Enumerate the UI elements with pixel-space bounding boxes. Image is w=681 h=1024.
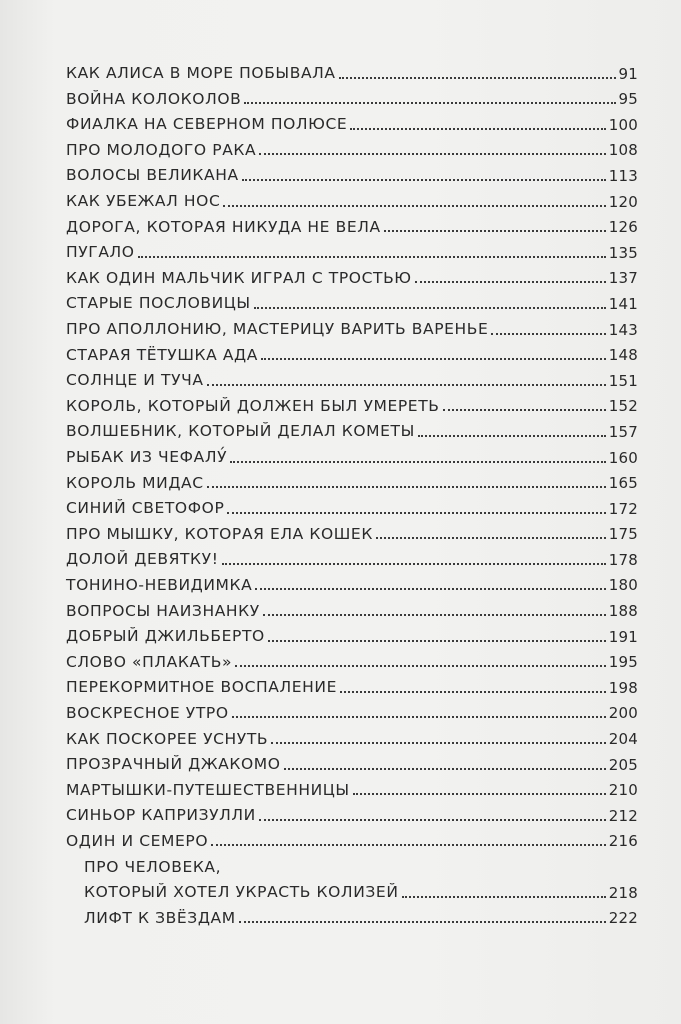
- toc-entry-page: 180: [608, 576, 638, 595]
- toc-entry-page: 152: [608, 397, 638, 416]
- toc-entry-title: ВОЛШЕБНИК, КОТОРЫЙ ДЕЛАЛ КОМЕТЫ: [66, 422, 415, 441]
- toc-entry: [66, 414, 638, 440]
- toc-entry-page: 216: [608, 832, 638, 851]
- toc-entry: [66, 619, 638, 645]
- toc-entry-title: ДОБРЫЙ ДЖИЛЬБЕРТО: [66, 627, 265, 646]
- dot-leader: [384, 230, 606, 232]
- toc-entry: [66, 773, 638, 799]
- toc-entry-page: 100: [608, 115, 638, 134]
- toc-entry-title: КАК ПОСКОРЕЕ УСНУТЬ: [66, 729, 269, 748]
- dot-leader: [227, 512, 605, 514]
- toc-entry: [66, 849, 638, 875]
- toc-entry-title: КОРОЛЬ МИДАС: [66, 473, 204, 492]
- toc-entry-page: 195: [608, 653, 638, 672]
- dot-leader: [353, 793, 606, 795]
- dot-leader: [268, 640, 606, 642]
- toc-entry-title: СТАРЫЕ ПОСЛОВИЦЫ: [66, 294, 251, 313]
- toc-entry-title: СЛОВО «ПЛАКАТЬ»: [66, 652, 233, 671]
- toc-entry-title: КОТОРЫЙ ХОТЕЛ УКРАСТЬ КОЛИЗЕЙ: [84, 883, 399, 902]
- toc-entry-page: 120: [608, 192, 638, 211]
- toc-entry-title: ПРО ЧЕЛОВЕКА,: [84, 857, 222, 876]
- toc-entry: [66, 491, 638, 517]
- toc-entry: [66, 645, 638, 671]
- toc-entry-page: 157: [608, 422, 638, 441]
- toc-entry-title: СОЛНЦЕ И ТУЧА: [66, 371, 204, 390]
- toc-entry: [66, 440, 638, 466]
- toc-entry-page: 113: [608, 166, 638, 185]
- toc-entry: [66, 338, 638, 364]
- toc-entry-page: 126: [608, 218, 638, 237]
- toc-entry-title: ВОЙНА КОЛОКОЛОВ: [66, 89, 242, 108]
- toc-entry: [66, 133, 638, 159]
- toc-entry: [66, 158, 638, 184]
- dot-leader: [207, 486, 606, 488]
- toc-entry-title: ТОНИНО-НЕВИДИМКА: [66, 575, 253, 594]
- toc-entry-page: 178: [608, 550, 638, 569]
- toc-entry-title: СИНИЙ СВЕТОФОР: [66, 499, 225, 518]
- toc-entry: [66, 286, 638, 312]
- toc-entry-title: ДОЛОЙ ДЕВЯТКУ!: [66, 550, 219, 569]
- toc-entry: [66, 517, 638, 543]
- toc-entry-title: ПУГАЛО: [66, 243, 135, 262]
- toc-entry-page: 204: [608, 730, 638, 749]
- dot-leader: [443, 409, 606, 411]
- toc-entry-page: 91: [618, 64, 638, 83]
- toc-entry: [66, 235, 638, 261]
- toc-entry-title: КАК УБЕЖАЛ НОС: [66, 192, 221, 211]
- toc-entry: [66, 696, 638, 722]
- toc-entry: [66, 363, 638, 389]
- toc-entry-page: 137: [608, 269, 638, 288]
- toc-entry-page: 148: [608, 346, 638, 365]
- toc-entry-title: ОДИН И СЕМЕРО: [66, 831, 209, 850]
- toc-entry-title: ВОПРОСЫ НАИЗНАНКУ: [66, 601, 260, 620]
- toc-entry-title: ВОЛОСЫ ВЕЛИКАНА: [66, 166, 239, 185]
- dot-leader: [263, 614, 606, 616]
- toc-entry-page: 151: [608, 371, 638, 390]
- toc-entry-title: ДОРОГА, КОТОРАЯ НИКУДА НЕ ВЕЛА: [66, 217, 381, 236]
- dot-leader: [491, 333, 605, 335]
- toc-entry-title: ПРО АПОЛЛОНИЮ, МАСТЕРИЦУ ВАРИТЬ ВАРЕНЬЕ: [66, 320, 489, 339]
- dot-leader: [138, 256, 606, 258]
- dot-leader: [259, 153, 606, 155]
- toc-entry-title: ПРОЗРАЧНЫЙ ДЖАКОМО: [66, 755, 281, 774]
- dot-leader: [261, 358, 606, 360]
- toc-entry-title: ФИАЛКА НА СЕВЕРНОМ ПОЛЮСЕ: [66, 115, 348, 134]
- toc-entry-page: 165: [608, 474, 638, 493]
- dot-leader: [259, 819, 606, 821]
- dot-leader: [254, 307, 606, 309]
- dot-leader: [230, 461, 606, 463]
- dot-leader: [339, 77, 616, 79]
- toc-entry-title: СТАРАЯ ТЁТУШКА АДА: [66, 345, 258, 364]
- toc-entry: [66, 568, 638, 594]
- dot-leader: [255, 588, 605, 590]
- toc-entry: [66, 721, 638, 747]
- dot-leader: [207, 384, 606, 386]
- toc-entry-title: КОРОЛЬ, КОТОРЫЙ ДОЛЖЕН БЫЛ УМЕРЕТЬ: [66, 396, 440, 415]
- toc-entry: [66, 184, 638, 210]
- toc-entry: [66, 56, 638, 82]
- toc-entry-page: 212: [608, 806, 638, 825]
- toc-entry-title: ЛИФТ К ЗВЁЗДАМ: [84, 908, 236, 927]
- toc-entry-page: 141: [608, 294, 638, 313]
- toc-entry-title: ВОСКРЕСНОЕ УТРО: [66, 703, 229, 722]
- dot-leader: [402, 896, 606, 898]
- toc-entry-page: 135: [608, 243, 638, 262]
- toc-entry: [66, 466, 638, 492]
- dot-leader: [284, 768, 606, 770]
- dot-leader: [418, 435, 606, 437]
- dot-leader: [223, 205, 605, 207]
- dot-leader: [415, 281, 606, 283]
- toc-entry-page: 172: [608, 499, 638, 518]
- toc-entry: [66, 593, 638, 619]
- toc-entry-page: 210: [608, 781, 638, 800]
- toc-entry-page: 175: [608, 525, 638, 544]
- dot-leader: [244, 102, 615, 104]
- dot-leader: [211, 844, 606, 846]
- toc-entry-title: ПРО МОЛОДОГО РАКА: [66, 140, 257, 159]
- dot-leader: [271, 742, 606, 744]
- toc-entry-page: 95: [618, 90, 638, 109]
- toc-entry-page: 222: [608, 909, 638, 928]
- toc-entry-page: 198: [608, 678, 638, 697]
- toc-entry-title: МАРТЫШКИ-ПУТЕШЕСТВЕННИЦЫ: [66, 780, 350, 799]
- toc-entry-page: 160: [608, 448, 638, 467]
- toc-entry-page: 108: [608, 141, 638, 160]
- toc-entry: [66, 542, 638, 568]
- toc-entry-title: ПЕРЕКОРМИТНОЕ ВОСПАЛЕНИЕ: [66, 678, 337, 697]
- toc-entry: [66, 901, 638, 927]
- toc-entry: [66, 875, 638, 901]
- toc-entry-title: СИНЬОР КАПРИЗУЛЛИ: [66, 806, 256, 825]
- toc-entry: [66, 107, 638, 133]
- toc-entry: [66, 389, 638, 415]
- toc-entry-title: ПРО МЫШКУ, КОТОРАЯ ЕЛА КОШЕК: [66, 524, 373, 543]
- toc-entry-page: 188: [608, 602, 638, 621]
- toc-entry: [66, 824, 638, 850]
- dot-leader: [222, 563, 606, 565]
- dot-leader: [340, 691, 606, 693]
- toc-entry: [66, 82, 638, 108]
- toc-entry-title: КАК АЛИСА В МОРЕ ПОБЫВАЛА: [66, 64, 336, 83]
- toc-entry: [66, 210, 638, 236]
- toc-entry-page: 205: [608, 755, 638, 774]
- toc-entry: [66, 261, 638, 287]
- dot-leader: [242, 179, 606, 181]
- toc-entry-page: 143: [608, 320, 638, 339]
- table-of-contents: [66, 56, 638, 926]
- dot-leader: [350, 128, 605, 130]
- toc-entry-title: КАК ОДИН МАЛЬЧИК ИГРАЛ С ТРОСТЬЮ: [66, 268, 412, 287]
- toc-entry: [66, 798, 638, 824]
- toc-entry-page: 200: [608, 704, 638, 723]
- dot-leader: [232, 716, 606, 718]
- toc-entry-page: 191: [608, 627, 638, 646]
- dot-leader: [235, 665, 606, 667]
- toc-entry-title: РЫБАК ИЗ ЧЕФАЛУ́: [66, 448, 228, 466]
- dot-leader: [239, 921, 606, 923]
- toc-entry-page: 218: [608, 883, 638, 902]
- toc-entry: [66, 670, 638, 696]
- toc-entry: [66, 312, 638, 338]
- toc-entry: [66, 747, 638, 773]
- dot-leader: [376, 537, 606, 539]
